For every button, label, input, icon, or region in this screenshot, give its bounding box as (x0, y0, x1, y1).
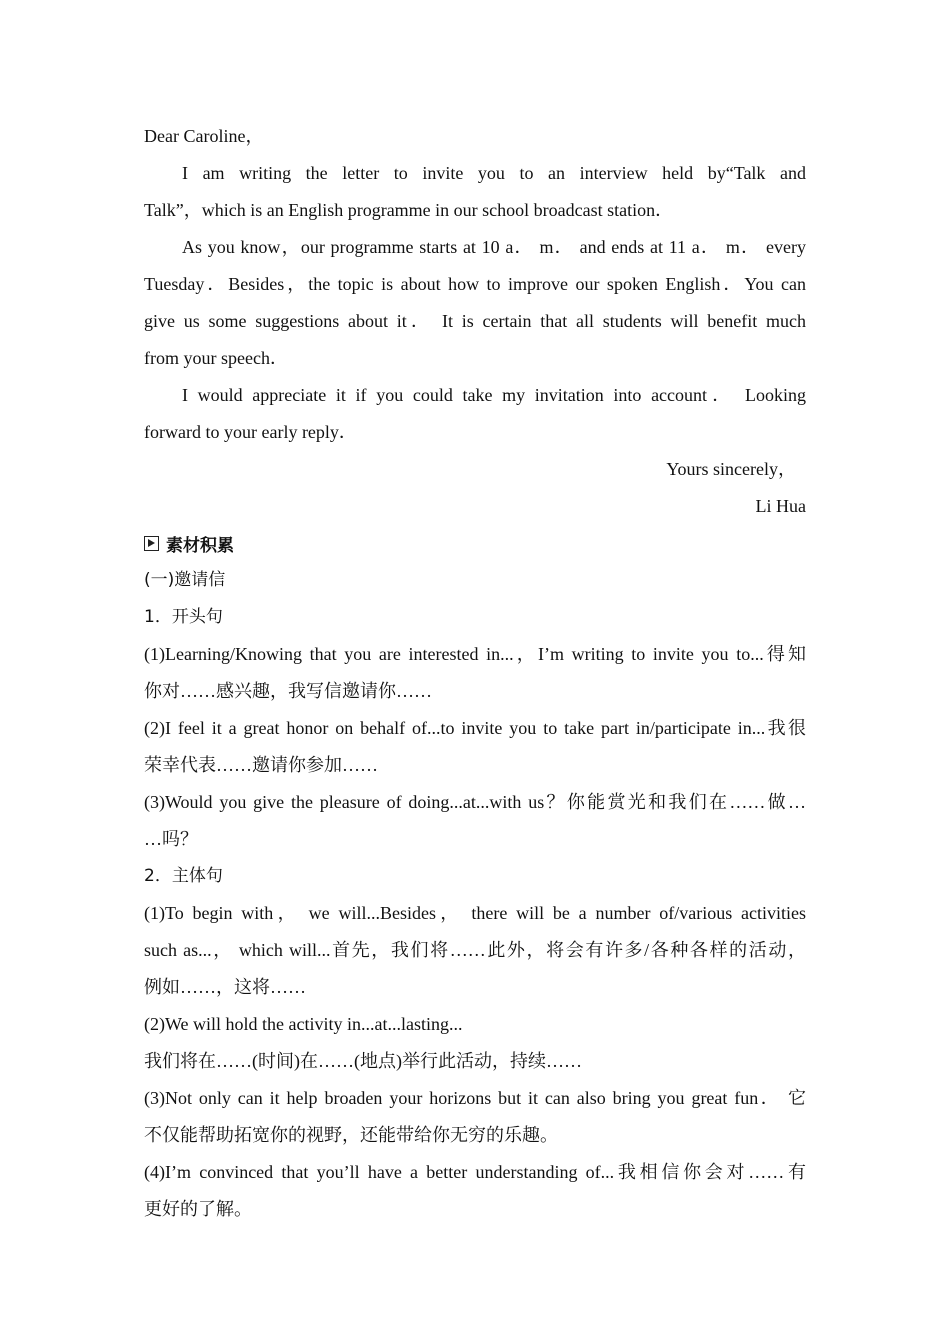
letter-paragraph-2-line-2: Tuesday．Besides，the topic is about how to improve our spoken English．You can (144, 274, 806, 294)
body-sentence-3-line-1: (3)Not only can it help broaden your horizons but it can also bring you great fun． 它 (144, 1088, 806, 1108)
body-sentence-2-line-1: (2)We will hold the activity in...at...lasting... (144, 1014, 463, 1034)
letter-paragraph-3-line-1: I would appreciate it if you could take my invitation into account． Looking (182, 385, 806, 405)
opening-sentence-2-line-1: (2)I feel it a great honor on behalf of...to invite you to take part in/participate in...我很 (144, 718, 806, 738)
opening-sentence-3-line-2: …吗？ (144, 829, 198, 849)
letter-salutation: Dear Caroline， (144, 126, 264, 146)
letter-paragraph-2-line-4: from your speech． (144, 348, 288, 368)
letter-paragraph-2-line-1: As you know，our programme starts at 10 a． m． and ends at 11 a． m． every (182, 237, 806, 257)
opening-sentence-2-line-2: 荣幸代表……邀请你参加…… (144, 755, 378, 775)
opening-sentence-1-line-2: 你对……感兴趣，我写信邀请你…… (144, 681, 432, 701)
materials-heading: (一)邀请信 (144, 570, 226, 590)
body-sentence-1-line-3: 例如……，这将…… (144, 977, 306, 997)
letter-paragraph-1-line-2: Talk”，which is an English programme in our school broadcast station． (144, 200, 674, 220)
letter-closing: Yours sincerely， (666, 459, 796, 479)
letter-paragraph-2-line-3: give us some suggestions about it． It is certain that all students will benefit much (144, 311, 806, 331)
section-title: 素材积累 (166, 536, 234, 556)
body-sentence-1-line-1: (1)To begin with， we will...Besides， there will be a number of/various activities (144, 903, 806, 923)
play-triangle-icon (144, 536, 159, 551)
subheading-opening: 1．开头句 (144, 607, 223, 627)
subheading-body: 2．主体句 (144, 866, 223, 886)
body-sentence-4-line-1: (4)I’m convinced that you’ll have a better understanding of...我相信你会对……有 (144, 1162, 806, 1182)
body-sentence-3-line-2: 不仅能帮助拓宽你的视野，还能带给你无穷的乐趣。 (144, 1125, 558, 1145)
letter-signature: Li Hua (755, 496, 806, 516)
body-sentence-2-line-2: 我们将在……(时间)在……(地点)举行此活动，持续…… (144, 1051, 582, 1071)
letter-paragraph-1-line-1: I am writing the letter to invite you to an interview held by“Talk and (182, 163, 806, 183)
letter-paragraph-3-line-2: forward to your early reply． (144, 422, 357, 442)
body-sentence-4-line-2: 更好的了解。 (144, 1199, 252, 1219)
document-page (144, 118, 806, 1228)
body-sentence-1-line-2: such as...， which will...首先，我们将……此外，将会有许多/各种各样的活动， (144, 940, 806, 960)
opening-sentence-1-line-1: (1)Learning/Knowing that you are interested in...，I’m writing to invite you to...得知 (144, 644, 806, 664)
section-header (144, 525, 806, 562)
opening-sentence-3-line-1: (3)Would you give the pleasure of doing...at...with us？你能赏光和我们在……做… (144, 792, 806, 812)
